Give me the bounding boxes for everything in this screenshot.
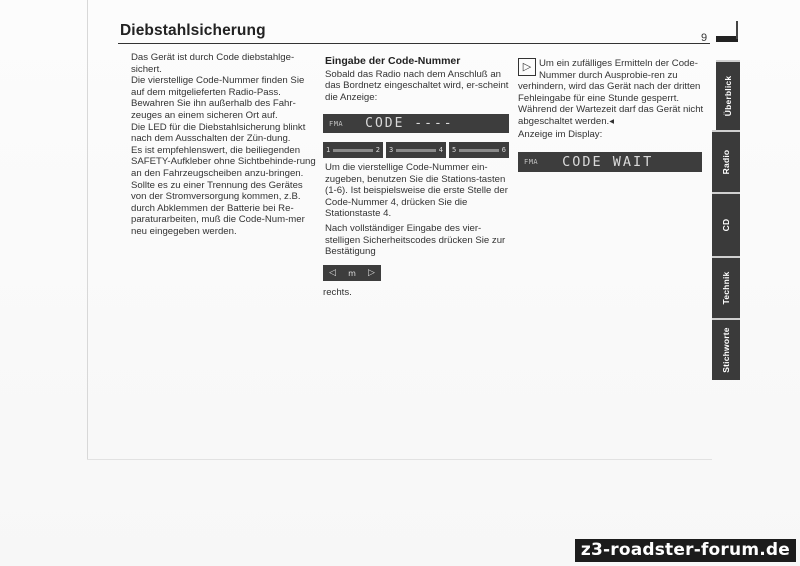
station-key-label: 3	[389, 146, 394, 154]
corner-tick	[736, 21, 738, 39]
lcd-display-code	[323, 114, 509, 133]
tab-label: Radio	[721, 149, 731, 175]
column-code-entry	[325, 56, 511, 103]
tab-label: Überblick	[723, 75, 733, 117]
station-keys	[323, 142, 509, 158]
corner-mark	[716, 36, 738, 42]
after-button-text: rechts.	[323, 287, 352, 298]
watermark: z3-roadster-forum.de	[575, 539, 796, 562]
station-key-pair[interactable]	[386, 142, 446, 158]
lcd-main-text: CODE WAIT	[562, 154, 654, 170]
station-key-pair[interactable]	[449, 142, 509, 158]
note-arrow-icon: ▷	[518, 58, 536, 76]
page-edge-bottom	[87, 459, 712, 460]
title-rule	[118, 43, 710, 44]
paragraph: Nach vollständiger Eingabe des vier-stelligen Sicherheitscodes drücken Sie zur Bestätigung	[325, 222, 506, 258]
section-heading: Eingabe der Code-Nummer	[325, 55, 461, 67]
paragraph: Die LED für die Diebstahlsicherung blinkt nach dem Ausschalten der Zün-dung.	[131, 121, 306, 145]
station-key-pair[interactable]	[323, 142, 383, 158]
note-text: Um ein zufälliges Ermitteln der Code-Nummer durch Ausprobie-ren zu verhindern, wird das Gerät nach der dritten Fehleingabe für eine Stunde gesperrt. Während der Wartezeit darf das Gerät nicht abgeschaltet werden.◂	[518, 58, 704, 127]
lcd-band-label: FMA	[524, 158, 539, 166]
lcd-display-wait	[518, 152, 702, 172]
tab-technik[interactable]	[712, 256, 740, 318]
paragraph: Es ist empfehlenswert, die beiliegenden SAFETY-Aufkleber ohne Sichtbehinde-rung an den Fahrzeugscheiben anzu-bringen.	[131, 144, 316, 179]
tab-stichworte[interactable]	[712, 318, 740, 380]
lcd-band-label: FMA	[329, 119, 344, 128]
page-title: Diebstahlsicherung	[120, 22, 266, 39]
paragraph: Um die vierstellige Code-Nummer ein-zugeben, benutzen Sie die Stations-tasten (1-6). Ist beispielsweise die erste Stelle der Code-Nummer 4, drücken Sie die Stationstaste 4.	[325, 162, 508, 220]
tab-ueberblick[interactable]	[716, 60, 740, 130]
tab-label: Technik	[721, 271, 731, 305]
tab-radio[interactable]	[712, 130, 740, 192]
display-label: Anzeige im Display:	[518, 128, 603, 140]
column-intro	[131, 52, 319, 238]
station-key-label: 4	[438, 146, 443, 154]
page-edge-left	[87, 0, 88, 460]
key-bar	[459, 149, 499, 152]
page-number: 9	[701, 32, 708, 44]
m-key-label: m	[348, 268, 356, 278]
paragraph: Sollte es zu einer Trennung des Gerätes von der Stromversorgung kommen, z.B. durch Abklemmen der Batterie bei Re-paraturarbeiten, muß die Code-Num-mer neu eingegeben werden.	[131, 179, 305, 237]
paragraph: Sobald das Radio nach dem Anschluß an das Bordnetz eingeschaltet wird, er-scheint die Anzeige:	[325, 68, 509, 103]
arrow-left-icon: ◁	[329, 268, 336, 278]
tab-label: CD	[721, 218, 731, 232]
tab-label: Stichworte	[721, 327, 731, 373]
station-key-label: 6	[501, 146, 506, 154]
station-key-label: 1	[326, 146, 331, 154]
column-code-entry-body	[325, 162, 511, 258]
key-bar	[396, 149, 436, 152]
station-key-label: 2	[375, 146, 380, 154]
station-key-label: 5	[452, 146, 457, 154]
paragraph: Die vierstellige Code-Nummer finden Sie auf dem mitgelieferten Radio-Pass. Bewahren Sie ihn außerhalb des Fahr-zeuges an einem sicheren Ort auf.	[131, 75, 305, 121]
tab-cd[interactable]	[712, 192, 740, 256]
key-bar	[333, 149, 373, 152]
paragraph: Das Gerät ist durch Code diebstahlge-sichert.	[131, 52, 295, 75]
lcd-main-text: CODE ----	[365, 116, 454, 131]
confirm-button[interactable]	[323, 265, 381, 281]
arrow-right-icon: ▷	[367, 268, 375, 278]
column-note	[518, 58, 706, 140]
